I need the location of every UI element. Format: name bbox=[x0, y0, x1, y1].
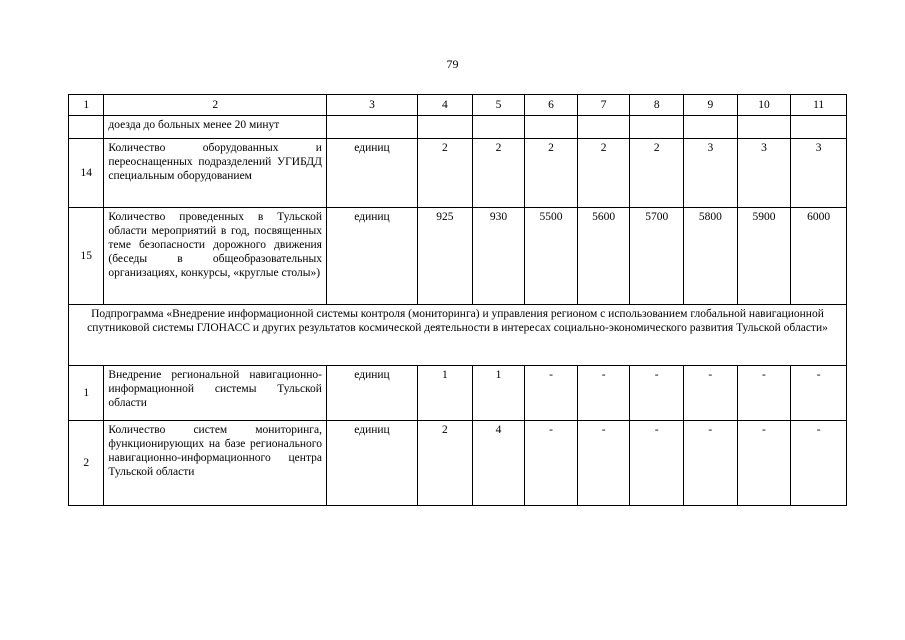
table-header-row bbox=[69, 95, 847, 116]
header-cell: 10 bbox=[737, 95, 791, 116]
row-number: 1 bbox=[69, 366, 104, 421]
header-cell: 3 bbox=[326, 95, 417, 116]
header-cell: 2 bbox=[104, 95, 327, 116]
subprogram-row bbox=[69, 305, 847, 366]
row-unit bbox=[326, 116, 417, 139]
row-number: 2 bbox=[69, 421, 104, 506]
row-value: 2 bbox=[525, 139, 578, 208]
table-row bbox=[69, 139, 847, 208]
row-value: - bbox=[630, 366, 684, 421]
table-row bbox=[69, 366, 847, 421]
indicators-table bbox=[68, 94, 847, 506]
row-value: - bbox=[525, 421, 578, 506]
row-value bbox=[684, 116, 738, 139]
row-value: 3 bbox=[791, 139, 847, 208]
header-cell: 8 bbox=[630, 95, 684, 116]
header-cell: 1 bbox=[69, 95, 104, 116]
row-value: 2 bbox=[630, 139, 684, 208]
row-unit: единиц bbox=[326, 366, 417, 421]
row-unit: единиц bbox=[326, 139, 417, 208]
row-value: 2 bbox=[577, 139, 630, 208]
row-description: Количество оборудованных и переоснащенных подразделений УГИБДД специальным оборудованием bbox=[104, 139, 327, 208]
row-value: 3 bbox=[737, 139, 791, 208]
row-value bbox=[630, 116, 684, 139]
row-value bbox=[418, 116, 473, 139]
row-unit: единиц bbox=[326, 421, 417, 506]
row-value: - bbox=[737, 366, 791, 421]
table-row bbox=[69, 116, 847, 139]
row-value bbox=[791, 116, 847, 139]
row-number: 14 bbox=[69, 139, 104, 208]
row-value bbox=[472, 116, 525, 139]
row-value: 2 bbox=[418, 421, 473, 506]
row-value: - bbox=[737, 421, 791, 506]
page-number: 79 bbox=[446, 57, 459, 71]
row-number: 15 bbox=[69, 208, 104, 305]
row-value: 1 bbox=[472, 366, 525, 421]
subprogram-title: Подпрограмма «Внедрение информационной системы контроля (мониторинга) и управления регионом с использованием глобальной навигационной спутниковой системы ГЛОНАСС и других результатов космической деятельности в интересах социально-экономического развития Тульской области» bbox=[69, 305, 847, 366]
row-description: Внедрение региональной навигационно-информационной системы Тульской области bbox=[104, 366, 327, 421]
row-value: 5500 bbox=[525, 208, 578, 305]
row-value: 6000 bbox=[791, 208, 847, 305]
row-value: - bbox=[525, 366, 578, 421]
header-cell: 7 bbox=[577, 95, 630, 116]
row-value: - bbox=[577, 366, 630, 421]
row-value bbox=[577, 116, 630, 139]
row-value: - bbox=[791, 366, 847, 421]
row-value: 3 bbox=[684, 139, 738, 208]
table-row bbox=[69, 208, 847, 305]
header-cell: 9 bbox=[684, 95, 738, 116]
header-cell: 5 bbox=[472, 95, 525, 116]
row-value: 5600 bbox=[577, 208, 630, 305]
row-value bbox=[737, 116, 791, 139]
header-cell: 4 bbox=[418, 95, 473, 116]
row-value: 930 bbox=[472, 208, 525, 305]
table-row bbox=[69, 421, 847, 506]
row-description: Количество систем мониторинга, функционирующих на базе регионального навигационно-информационного центра Тульской области bbox=[104, 421, 327, 506]
row-value: 5800 bbox=[684, 208, 738, 305]
row-value: 925 bbox=[418, 208, 473, 305]
row-value: 5900 bbox=[737, 208, 791, 305]
row-value: 4 bbox=[472, 421, 525, 506]
row-value: - bbox=[684, 366, 738, 421]
row-value: - bbox=[577, 421, 630, 506]
row-value: - bbox=[630, 421, 684, 506]
row-value bbox=[525, 116, 578, 139]
row-description: доезда до больных менее 20 минут bbox=[104, 116, 327, 139]
row-value: - bbox=[791, 421, 847, 506]
header-cell: 6 bbox=[525, 95, 578, 116]
row-description: Количество проведенных в Тульской области мероприятий в год, посвященных теме безопасности дорожного движения (беседы в общеобразовательных организациях, конкурсы, «круглые столы») bbox=[104, 208, 327, 305]
row-number bbox=[69, 116, 104, 139]
header-cell: 11 bbox=[791, 95, 847, 116]
row-value: 1 bbox=[418, 366, 473, 421]
row-unit: единиц bbox=[326, 208, 417, 305]
row-value: 2 bbox=[472, 139, 525, 208]
row-value: - bbox=[684, 421, 738, 506]
row-value: 5700 bbox=[630, 208, 684, 305]
row-value: 2 bbox=[418, 139, 473, 208]
